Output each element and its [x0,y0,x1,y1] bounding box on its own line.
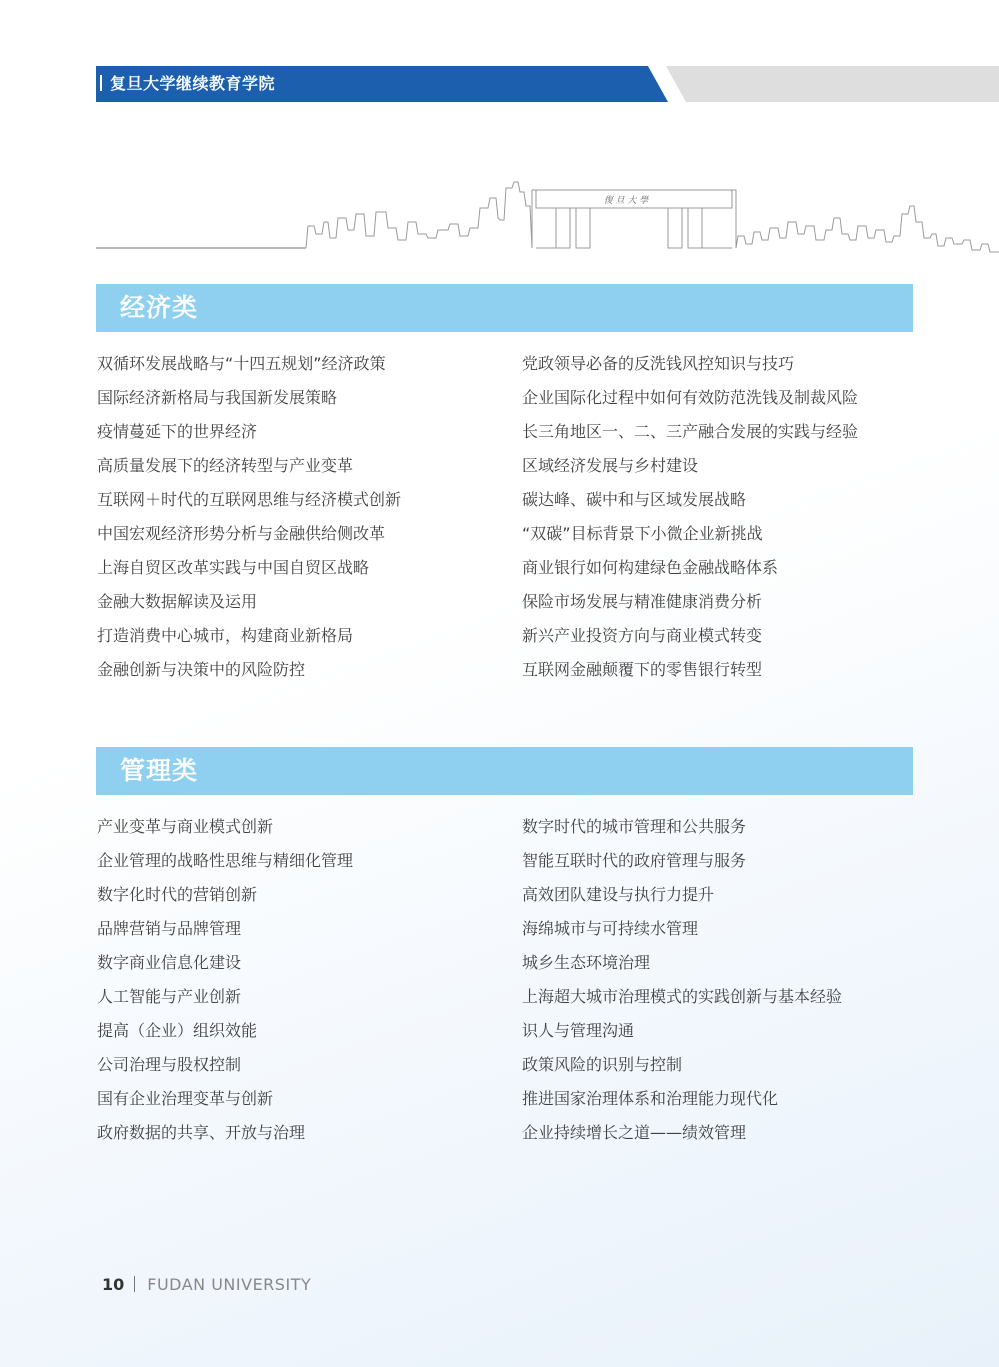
list-item: 区域经济发展与乡村建设 [522,456,699,475]
header-title [100,66,275,102]
list-item: 上海超大城市治理模式的实践创新与基本经验 [522,987,843,1006]
list-item: 数字化时代的营销创新 [97,885,258,904]
list-item: 品牌营销与品牌管理 [97,919,242,938]
list-item: 打造消费中心城市，构建商业新格局 [97,626,354,645]
list-item: 保险市场发展与精准健康消费分析 [522,592,763,611]
list-item: 金融创新与决策中的风险防控 [97,660,306,679]
list-item: 双循环发展战略与“十四五规划”经济政策 [97,354,386,373]
list-item: 疫情蔓延下的世界经济 [97,422,258,441]
list-item: 数字时代的城市管理和公共服务 [522,817,747,836]
list-item: 互联网＋时代的互联网思维与经济模式创新 [97,490,402,509]
list-item: 国际经济新格局与我国新发展策略 [97,388,338,407]
list-item: 公司治理与股权控制 [97,1055,242,1074]
list-item: 海绵城市与可持续水管理 [522,919,699,938]
header-divider [100,75,102,91]
list-item: 政策风险的识别与控制 [522,1055,683,1074]
list-item: 中国宏观经济形势分析与金融供给侧改革 [97,524,386,543]
section-band-management [96,747,913,795]
list-item: 党政领导必备的反洗钱风控知识与技巧 [522,354,795,373]
list-item: 提高（企业）组织效能 [97,1021,258,1040]
list-item: 人工智能与产业创新 [97,987,242,1006]
list-item: 商业银行如何构建绿色金融战略体系 [522,558,779,577]
gate-inscription: 復 旦 大 學 [603,196,649,206]
list-item: 长三角地区一、二、三产融合发展的实践与经验 [522,422,859,441]
list-item: 上海自贸区改革实践与中国自贸区战略 [97,558,370,577]
list-item: 智能互联时代的政府管理与服务 [522,851,747,870]
header-title-text: 复旦大学继续教育学院 [110,74,276,93]
list-item: 企业持续增长之道——绩效管理 [522,1123,747,1142]
page-footer [102,1273,311,1297]
campus-skyline-illustration [96,178,999,262]
list-item: “双碳”目标背景下小微企业新挑战 [522,524,763,543]
list-item: 国有企业治理变革与创新 [97,1089,274,1108]
header-gray-band [666,66,999,102]
footer-university: FUDAN UNIVERSITY [147,1275,312,1294]
list-item: 碳达峰、碳中和与区域发展战略 [522,490,747,509]
economics-list-right [522,347,858,687]
management-list-right [522,810,842,1150]
list-item: 高质量发展下的经济转型与产业变革 [97,456,354,475]
list-item: 高效团队建设与执行力提升 [522,885,715,904]
list-item: 数字商业信息化建设 [97,953,242,972]
economics-list-left [97,347,401,687]
list-item: 金融大数据解读及运用 [97,592,258,611]
list-item: 政府数据的共享、开放与治理 [97,1123,306,1142]
list-item: 企业国际化过程中如何有效防范洗钱及制裁风险 [522,388,859,407]
list-item: 企业管理的战略性思维与精细化管理 [97,851,354,870]
footer-divider [134,1276,135,1292]
list-item: 产业变革与商业模式创新 [97,817,274,836]
list-item: 新兴产业投资方向与商业模式转变 [522,626,763,645]
list-item: 城乡生态环境治理 [522,953,651,972]
management-list-left [97,810,353,1150]
section-title-economics: 经济类 [120,293,199,322]
page-number: 10 [102,1275,125,1294]
list-item: 识人与管理沟通 [522,1021,635,1040]
section-band-economics [96,284,913,332]
list-item: 推进国家治理体系和治理能力现代化 [522,1089,779,1108]
list-item: 互联网金融颠覆下的零售银行转型 [522,660,763,679]
section-title-management: 管理类 [120,756,199,785]
